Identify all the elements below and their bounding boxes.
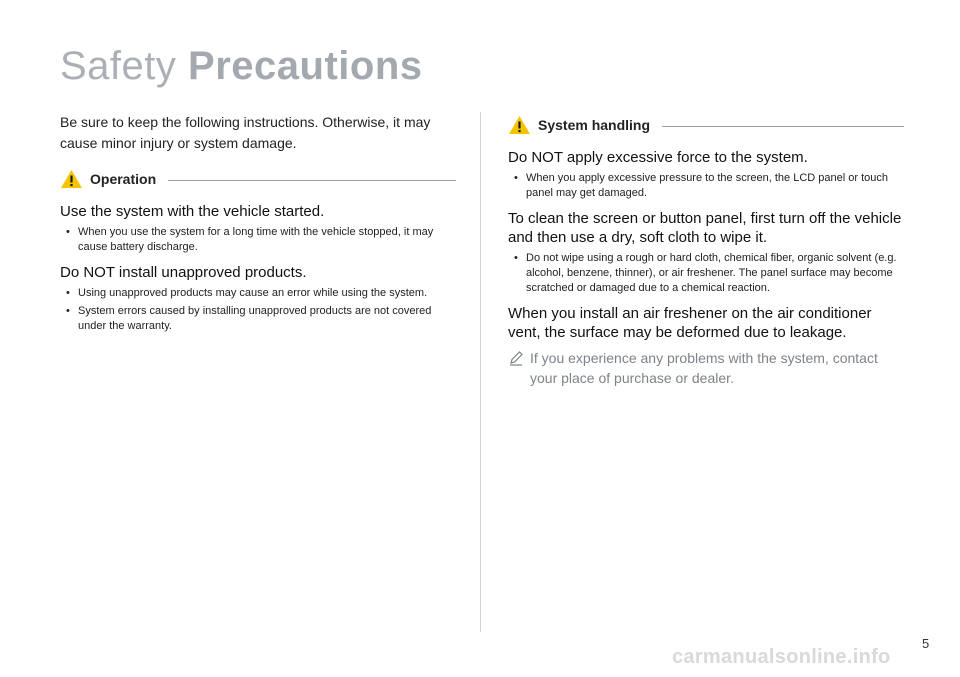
list-item-text: When you use the system for a long time with the vehicle stopped, it may cause battery discharge. [78, 226, 434, 253]
bullet-dot-icon: • [514, 172, 518, 184]
list-item-text: Do not wipe using a rough or hard cloth, chemical fiber, organic solvent (e.g. alcohol, benzene, thinner), or air freshener. The panel surface may become scratched or damaged due to a chemical reaction. [526, 252, 897, 294]
right-column [508, 112, 904, 388]
handling-block [508, 148, 904, 201]
note [508, 348, 904, 388]
list-item [60, 304, 456, 334]
list-item [60, 286, 456, 301]
bullet-dot-icon: • [66, 287, 70, 299]
page-title [60, 42, 423, 90]
pencil-note-icon [508, 350, 524, 366]
watermark: carmanualsonline.info [672, 646, 891, 668]
bullet-dot-icon: • [514, 252, 518, 264]
bullet-list [508, 171, 904, 201]
note-text: If you experience any problems with the system, contact your place of purchase or dealer. [530, 350, 878, 386]
block-heading: Do NOT apply excessive force to the system. [508, 149, 808, 166]
list-item-text: Using unapproved products may cause an error while using the system. [78, 287, 428, 299]
intro-text: Be sure to keep the following instructions. Otherwise, it may cause minor injury or system damage. [60, 114, 431, 151]
section-title-system-handling: System handling [538, 117, 651, 133]
list-item [60, 225, 456, 255]
block-heading: Do NOT install unapproved products. [60, 264, 307, 281]
operation-block [60, 202, 456, 255]
list-item [508, 171, 904, 201]
block-heading: To clean the screen or button panel, first turn off the vehicle and then use a dry, soft cloth to wipe it. [508, 210, 902, 246]
warning-triangle-icon [508, 115, 531, 135]
section-header-operation [60, 166, 456, 192]
bullet-list [508, 251, 904, 296]
list-item-text: When you apply excessive pressure to the screen, the LCD panel or touch panel may get damaged. [526, 172, 888, 199]
operation-block [60, 263, 456, 334]
column-divider [480, 112, 481, 632]
block-heading: When you install an air freshener on the air conditioner vent, the surface may be deformed due to leakage. [508, 305, 872, 341]
list-item [508, 251, 904, 296]
bullet-list [60, 225, 456, 255]
section-rule [662, 126, 904, 127]
left-column [60, 112, 456, 342]
section-rule [168, 180, 456, 181]
warning-triangle-icon [60, 169, 83, 189]
block-heading: Use the system with the vehicle started. [60, 203, 325, 220]
section-title-operation: Operation [90, 171, 157, 187]
page-title-bold: Precautions [188, 44, 423, 88]
section-header-system-handling [508, 112, 904, 138]
page-number: 5 [922, 636, 930, 651]
handling-block [508, 304, 904, 342]
handling-block [508, 209, 904, 296]
page-title-light: Safety [60, 44, 177, 88]
bullet-list [60, 286, 456, 334]
bullet-dot-icon: • [66, 305, 70, 317]
bullet-dot-icon: • [66, 226, 70, 238]
list-item-text: System errors caused by installing unapproved products are not covered under the warranty. [78, 305, 432, 332]
